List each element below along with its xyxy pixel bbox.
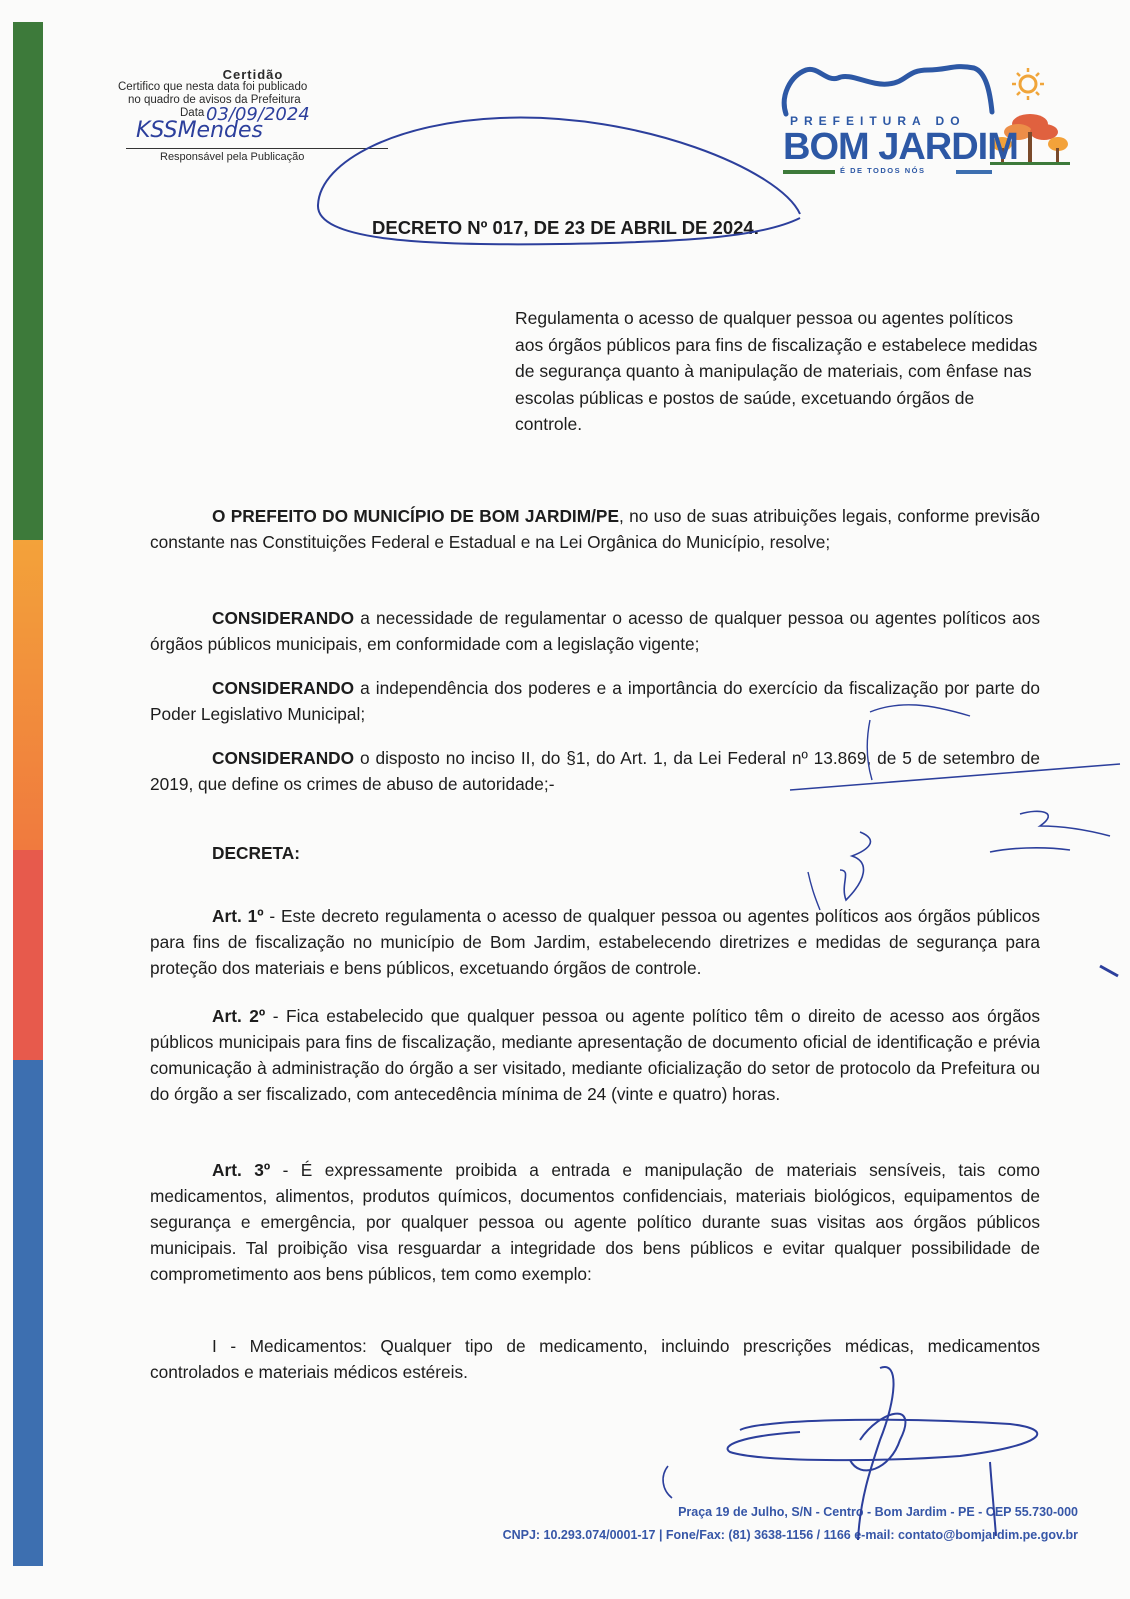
considerando-text: o disposto no inciso II, do §1, do Art. 1, da Lei Federal nº 13.869, de 5 de setembro de 2019, que define os crimes de abuso de autoridade;- <box>150 748 1040 794</box>
ink-margin-mark <box>1100 966 1118 976</box>
inciso-paragraph <box>150 1333 1040 1385</box>
considerando-paragraph <box>150 605 1040 657</box>
preamble-text: , no uso de suas atribuições legais, conforme previsão constante nas Constituições Federal e Estadual e na Lei Orgânica do Município, resolve; <box>150 506 1040 552</box>
color-stripe-red <box>13 850 43 1060</box>
color-stripe-orange <box>13 540 43 850</box>
ink-margin-mark <box>1020 811 1110 836</box>
signature-ink <box>850 1414 905 1471</box>
certidao-responsavel: Responsável pela Publicação <box>160 151 305 163</box>
preamble-bold: O PREFEITO DO MUNICÍPIO DE BOM JARDIM/PE <box>212 506 619 526</box>
article-label: Art. 2º <box>212 1006 266 1026</box>
considerando-text: a independência dos poderes e a importância do exercício da fiscalização por parte do Poder Legislativo Municipal; <box>150 678 1040 724</box>
signature-ink <box>728 1420 1038 1460</box>
considerando-bold: CONSIDERANDO <box>212 608 355 628</box>
logo-bom-jardim-text: BOM JARDIM <box>783 126 1018 168</box>
logo-prefeitura-text: PREFEITURA DO <box>790 114 966 128</box>
decree-title: DECRETO Nº 017, DE 23 DE ABRIL DE 2024. <box>372 217 759 238</box>
article-text: - Fica estabelecido que qualquer pessoa ou agente político têm o direito de acesso aos órgãos públicos municipais para fins de fiscalização, mediante apresentação de documento oficial de identificação e prévia comunicação à administração do órgão a ser visitado, mediante oficialização do setor de protocolo da Prefeitura ou do órgão a ser fiscalizado, com antecedência mínima de 24 (vinte e quatro) horas. <box>150 1006 1040 1104</box>
article-text: - É expressamente proibida a entrada e manipulação de materiais sensíveis, tais como medicamentos, alimentos, produtos químicos, documentos confidenciais, materiais biológicos, equipamentos de segurança e emergência, por qualquer pessoa ou agente político durante suas visitas aos órgãos públicos municipais. Tal proibição visa resguardar a integridade dos bens públicos e evitar qualquer possibilidade de comprometimento aos bens públicos, tem como exemplo: <box>150 1160 1040 1284</box>
color-stripe-blue <box>13 1060 43 1566</box>
certidao-rule <box>126 148 388 149</box>
considerando-bold: CONSIDERANDO <box>212 748 355 768</box>
logo-bar-left <box>783 170 835 174</box>
certidao-stamp <box>118 67 388 163</box>
article-paragraph <box>150 903 1040 981</box>
certidao-date: 03/09/2024 <box>206 104 310 125</box>
decree-ementa: Regulamenta o acesso de qualquer pessoa ou agentes políticos aos órgãos públicos para fins de fiscalização e estabelece medidas de segurança quanto à manipulação de materiais, com ênfase nas escolas públicas e postos de saúde, excetuando órgãos de controle. <box>515 308 1038 434</box>
article-text: - Este decreto regulamenta o acesso de qualquer pessoa ou agentes políticos aos órgãos públicos para fins de fiscalização no município de Bom Jardim, estabelecendo diretrizes e medidas de segurança para proteção dos materiais e bens públicos, excetuando órgãos de controle. <box>150 906 1040 978</box>
considerando-bold: CONSIDERANDO <box>212 678 355 698</box>
logo-tagline: É DE TODOS NÓS <box>840 166 926 175</box>
article-label: Art. 3º <box>212 1160 271 1180</box>
signature-ink <box>990 1462 996 1536</box>
prefeitura-logo <box>778 56 1078 176</box>
footer-address: Praça 19 de Julho, S/N - Centro - Bom Jardim - PE - CEP 55.730-000 <box>678 1505 1078 1519</box>
article-paragraph <box>150 1157 1040 1287</box>
inciso-text: I - Medicamentos: Qualquer tipo de medicamento, incluindo prescrições médicas, medicamentos controlados e materiais médicos estéreis. <box>150 1336 1040 1382</box>
certidao-signature: KSSMendes <box>136 118 263 143</box>
color-stripe-green <box>13 22 43 540</box>
considerando-paragraph <box>150 745 1040 797</box>
footer-contact: CNPJ: 10.293.074/0001-17 | Fone/Fax: (81) 3638-1156 / 1166 e-mail: contato@bomjardim.pe.gov.br <box>502 1528 1078 1542</box>
considerando-paragraph <box>150 675 1040 727</box>
certidao-data-label: Data <box>180 107 205 119</box>
logo-bar-right <box>956 170 992 174</box>
considerando-text: a necessidade de regulamentar o acesso de qualquer pessoa ou agentes políticos aos órgãos públicos municipais, em conformidade com a legislação vigente; <box>150 608 1040 654</box>
signature-ink <box>663 1466 672 1498</box>
certidao-line2: no quadro de avisos da Prefeitura <box>128 94 301 106</box>
certidao-title: Certidão <box>222 67 284 82</box>
decreta-text: DECRETA: <box>212 843 301 863</box>
decreta-heading <box>150 840 1040 866</box>
certidao-line1: Certifico que nesta data foi publicado <box>118 81 308 93</box>
article-label: Art. 1º <box>212 906 264 926</box>
article-paragraph <box>150 1003 1040 1107</box>
preamble-paragraph <box>150 503 1040 555</box>
